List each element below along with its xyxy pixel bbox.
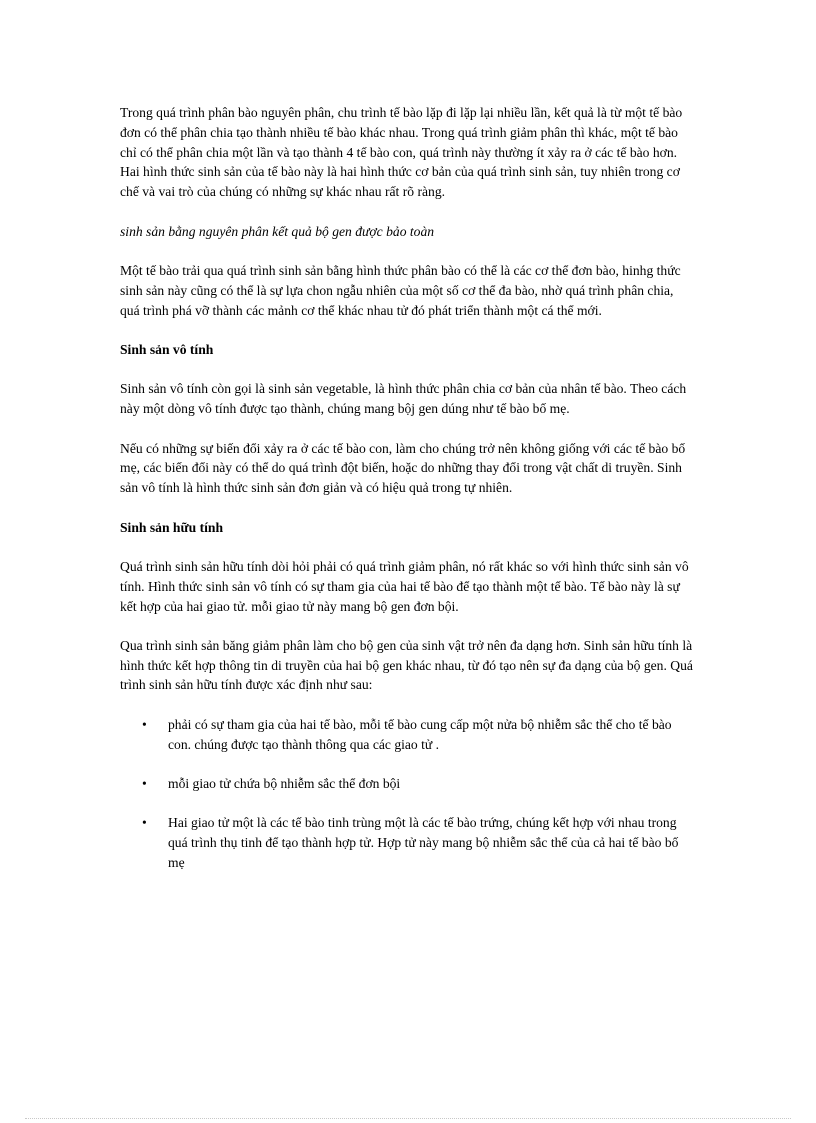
paragraph-asexual-definition: Sinh sản vô tính còn gọi là sinh sản vegetable, là hình thức phân chia cơ bản của nhân tế bào. Theo cách này một dòng vô tính được tạo thành, chúng mang bộj gen dúng như tế bào bố mẹ. [120,381,687,417]
paragraph-italic-note: sinh sản bằng nguyên phân kết quả bộ gen được bảo toàn [120,223,435,239]
paragraph-sexual-definition: Quá trình sinh sản hữu tính dòi hỏi phải có quá trình giảm phân, nó rất khác so với hình thức sinh sản vô tính. Hình thức sinh sản vô tính có sự tham gia của hai tế bào để tạo thành một tế bào. Tế bào này là sự kết hợp của hai giao tử. mỗi giao tử này mang bộ gen đơn bội. [120,558,689,614]
list-item [120,715,695,755]
bullet-icon: • [142,716,147,732]
list-item-text: mỗi giao tử chứa bộ nhiễm sắc thể đơn bội [168,776,401,792]
bullet-icon: • [142,815,147,831]
document-body [120,103,695,892]
paragraph-cell-division: Một tế bào trải qua quá trình sinh sản bằng hình thức phân bào có thể là các cơ thể đơn bào, hinhg thức sinh sản này cũng có thể là sự lựa chon ngẫu nhiên của một số cơ thể đa bào, nhờ quá trình phân chia, quá trình phá vỡ thành các mảnh cơ thể khác nhau tử đó phát triển thành một cá thể mới. [120,262,681,318]
paragraph-asexual-variation: Nếu có những sự biến đổi xảy ra ở các tế bào con, làm cho chúng trở nên không giống với các tế bào bố mẹ, các biến đổi này có thể do quá trình đột biến, hoặc do những thay đổi trong vật chất di truyền. Sinh sản vô tính là hình thức sinh sản đơn giản và có hiệu quả trong tự nhiên. [120,440,686,496]
list-item-text: Hai giao tử một là các tế bào tinh trùng một là các tế bào trứng, chúng kết hợp với nhau trong quá trình thụ tinh để tạo thành hợp tử. Hợp tử này mang bộ nhiễm sắc thể của cả hai tế bào bố mẹ [168,815,679,871]
paragraph-sexual-diversity: Qua trình sinh sản băng giảm phân làm cho bộ gen của sinh vật trở nên đa dạng hơn. Sinh sản hữu tính là hình thức kết hợp thông tin di truyền của hai bộ gen khác nhau, từ đó tạo nên sự đa dạng của bộ gen. Quá trình sinh sản hữu tính được xác định như sau: [120,637,693,693]
heading-sexual-reproduction: Sinh sản hữu tính [120,519,224,535]
list-item [120,774,695,794]
sexual-reproduction-list [120,715,695,873]
list-item [120,813,695,872]
paragraph-intro: Trong quá trình phân bào nguyên phân, chu trình tế bào lặp đi lặp lại nhiều lần, kết quả là từ một tế bào đơn có thể phân chia tạo thành nhiều tế bào khác nhau. Trong quá trình giảm phân thì khác, một tế bào chỉ có thể phân chia một lần và tạo thành 4 tế bào con, quá trình này thường ít xảy ra ở các tế bào hơn. Hai hình thức sinh sản của tế bào này là hai hình thức cơ bản của quá trình sinh sản, tuy nhiên trong cơ chế và vai trò của chúng có những sự khác nhau rất rõ ràng. [120,105,683,200]
heading-asexual-reproduction: Sinh sản vô tính [120,341,214,357]
list-item-text: phải có sự tham gia của hai tế bào, mỗi tế bào cung cấp một nửa bộ nhiễm sắc thể cho tế bào con. chúng được tạo thành thông qua các giao tử . [168,716,672,752]
bullet-icon: • [142,776,147,792]
page-bottom-divider [25,1118,791,1119]
